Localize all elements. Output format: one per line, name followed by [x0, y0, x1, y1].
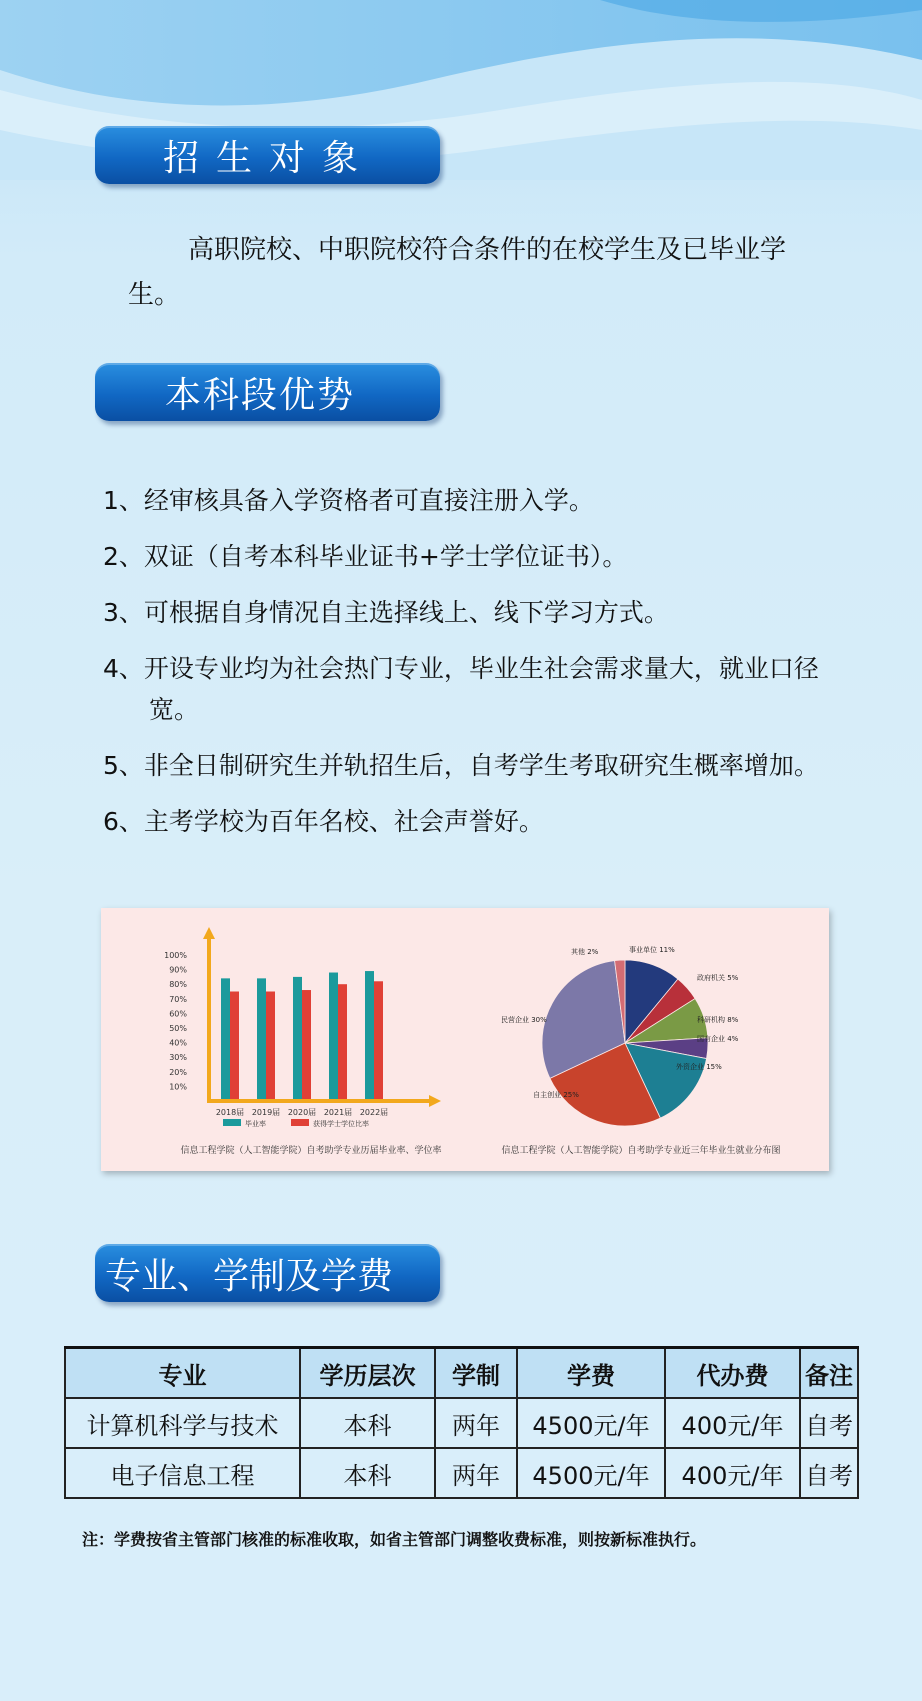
x-tick-label: 2021届 — [323, 1108, 353, 1117]
x-tick-label: 2019届 — [251, 1108, 281, 1117]
section-title: 本科段优势 — [165, 374, 356, 416]
table-row — [65, 1448, 858, 1498]
legend-swatch — [291, 1119, 309, 1126]
bar-degree — [338, 984, 347, 1101]
legend-label: 获得学士学位比率 — [313, 1120, 369, 1128]
table-cell: 自考 — [800, 1398, 858, 1448]
bar-graduation — [365, 971, 374, 1101]
bar-graduation — [329, 973, 338, 1101]
list-item: 1、经审核具备入学资格者可直接注册入学。 — [103, 486, 594, 515]
column-header: 学制 — [435, 1348, 517, 1399]
table-cell: 两年 — [435, 1448, 517, 1498]
charts-svg — [101, 908, 829, 1171]
y-tick-label: 40% — [169, 1038, 187, 1048]
section-title: 专业、学制及学费 — [105, 1255, 394, 1297]
column-header: 学费 — [517, 1348, 665, 1399]
section-header-advantages — [95, 363, 440, 421]
y-tick-label: 10% — [169, 1082, 187, 1092]
list-item: 4、开设专业均为社会热门专业，毕业生社会需求量大，就业口径宽。 — [103, 654, 819, 724]
y-tick-label: 80% — [169, 980, 187, 990]
pie-slice-label: 科研机构 8% — [697, 1016, 739, 1024]
table-cell: 自考 — [800, 1448, 858, 1498]
fee-note: 注：学费按省主管部门核准的标准收取，如省主管部门调整收费标准，则按新标准执行。 — [82, 1530, 707, 1549]
bar-degree — [374, 981, 383, 1101]
column-header: 代办费 — [665, 1348, 800, 1399]
y-tick-label: 100% — [164, 951, 187, 960]
x-tick-label: 2018届 — [215, 1108, 245, 1117]
list-item: 3、可根据自身情况自主选择线上、线下学习方式。 — [103, 598, 669, 627]
table-header-row — [65, 1348, 858, 1399]
target-description: 高职院校、中职院校符合条件的在校学生及已毕业学生。 — [128, 235, 787, 310]
pie-slice-label: 其他 2% — [571, 948, 599, 956]
legend-swatch — [223, 1119, 241, 1126]
table-cell: 4500元/年 — [517, 1398, 665, 1448]
column-header: 学历层次 — [300, 1348, 435, 1399]
pie-slice-label: 民营企业 30% — [501, 1016, 547, 1024]
list-item: 6、主考学校为百年名校、社会声誉好。 — [103, 807, 544, 836]
table-cell: 400元/年 — [665, 1448, 800, 1498]
y-tick-label: 90% — [169, 965, 187, 975]
table-cell: 本科 — [300, 1448, 435, 1498]
bar-graduation — [257, 978, 266, 1101]
table-cell: 电子信息工程 — [65, 1448, 300, 1498]
bar-degree — [266, 992, 275, 1102]
bar-degree — [302, 990, 311, 1101]
table-cell: 本科 — [300, 1398, 435, 1448]
section-title: 招生对象 — [163, 137, 376, 179]
y-tick-label: 30% — [169, 1053, 187, 1063]
table-cell: 计算机科学与技术 — [65, 1398, 300, 1448]
x-tick-label: 2020届 — [287, 1108, 317, 1117]
table-cell: 400元/年 — [665, 1398, 800, 1448]
section-header-target — [95, 126, 440, 184]
pie-slice-label: 政府机关 5% — [697, 974, 739, 982]
pie-chart-caption: 信息工程学院（人工智能学院）自考助学专业近三年毕业生就业分布图 — [501, 1146, 781, 1156]
pie-slice-label: 外资企业 15% — [676, 1063, 722, 1071]
y-axis-arrow — [203, 927, 215, 939]
table-cell: 两年 — [435, 1398, 517, 1448]
legend-label: 毕业率 — [245, 1120, 266, 1128]
bar-chart-caption: 信息工程学院（人工智能学院）自考助学专业历届毕业率、学位率 — [180, 1146, 442, 1156]
column-header: 专业 — [65, 1348, 300, 1399]
advantages-list — [103, 480, 833, 857]
list-item: 2、双证（自考本科毕业证书+学士学位证书）。 — [103, 542, 628, 571]
statistics-chart-panel — [101, 908, 829, 1171]
bar-degree — [230, 992, 239, 1102]
bar-graduation — [221, 978, 230, 1101]
y-tick-label: 70% — [169, 994, 187, 1004]
table-row — [65, 1398, 858, 1448]
y-tick-label: 20% — [169, 1067, 187, 1077]
x-tick-label: 2022届 — [359, 1108, 389, 1117]
table-cell: 4500元/年 — [517, 1448, 665, 1498]
majors-fee-table — [64, 1346, 859, 1499]
y-tick-label: 60% — [169, 1009, 187, 1019]
list-item: 5、非全日制研究生并轨招生后，自考学生考取研究生概率增加。 — [103, 751, 819, 780]
column-header: 备注 — [800, 1348, 858, 1399]
bar-graduation — [293, 977, 302, 1101]
pie-slice-label: 事业单位 11% — [629, 946, 675, 954]
section-header-majors — [95, 1244, 440, 1302]
pie-slice-label: 国有企业 4% — [697, 1035, 739, 1043]
pie-slice-label: 自主创业 25% — [533, 1091, 579, 1099]
x-axis-arrow — [429, 1095, 441, 1107]
y-tick-label: 50% — [169, 1024, 187, 1033]
